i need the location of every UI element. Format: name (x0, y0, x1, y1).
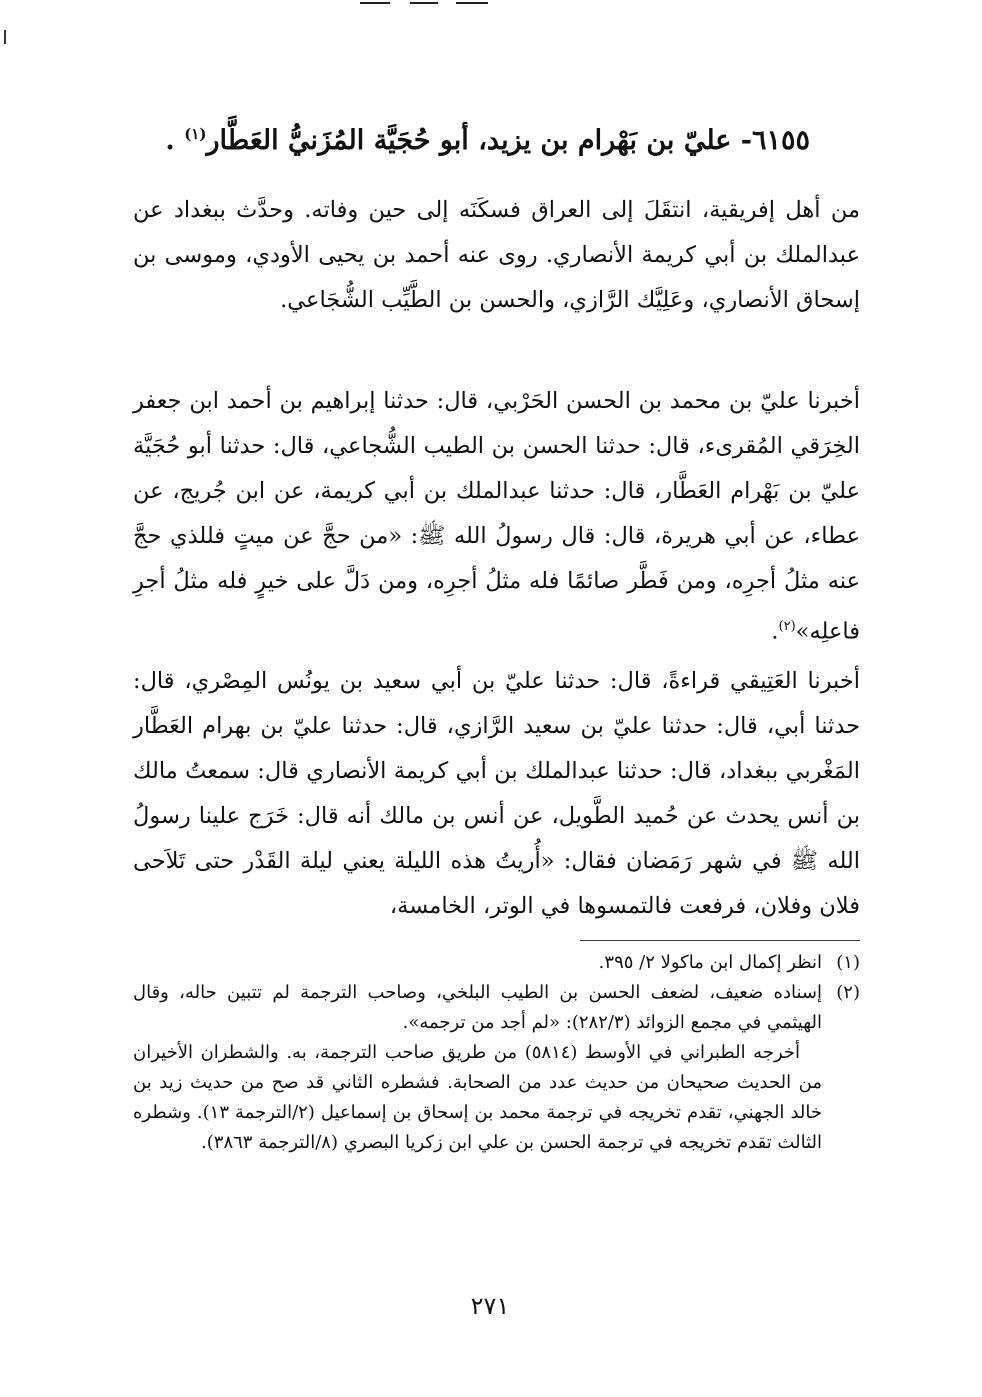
footnote-ref-1[interactable]: (١) (184, 125, 207, 143)
footnote-2-continuation: أخرجه الطبراني في الأوسط (٥٨١٤) من طريق صاحب الترجمة، به. والشطران الأخيران من الحديث صحيحان من حديث عدد من الصحابة. فشطره الثاني قد صح من حديث زيد بن خالد الجهني، تقدم تخريجه في ترجمة محمد بن إسحاق بن إسماعيل (٢/الترجمة ١٣). وشطره الثالث تقدم تخريجه في ترجمة الحسن بن علي ابن زكريا البصري (٨/الترجمة ٣٨٦٣). (133, 1042, 822, 1153)
hadith-paragraph-1: أخبرنا عليّ بن محمد بن الحسن الحَرْبي، قال: حدثنا إبراهيم بن أحمد ابن جعفر الخِرَقي المُقرىء، قال: حدثنا الحسن بن الطيب الشُّجاعي، قال: حدثنا أبو حُجَيَّة عليّ بن بَهْرام العَطَّار، قال: حدثنا عبدالملك بن أبي كريمة، عن ابن جُريج، عن عطاء، عن أبي هريرة، قال: قال رسولُ الله ﷺ: «من حجَّ عن ميتٍ فللذي حجَّ عنه مثلُ أجرِه، ومن فَطَّر صائمًا فله مثلُ أجرِه، ومن دَلَّ على خيرٍ فله مثلُ أجرِ فاعلِه»$^{(٢)}$. (133, 388, 860, 645)
footnote-1 (133, 948, 860, 978)
biography-paragraph (133, 188, 860, 323)
footnotes (133, 948, 860, 1158)
footnote-divider (580, 940, 860, 941)
scan-top-marks (360, 0, 500, 6)
entry-heading: ٦١٥٥- عليّ بن بَهْرام بن يزيد، أبو حُجَيَّة المُزَنيُّ العَطَّار$^{(١)}$ . (165, 125, 810, 156)
footnote-number: (٢) (836, 982, 860, 1003)
paragraph-text: أخبرنا عليّ بن محمد بن الحسن الحَرْبي، قال: حدثنا إبراهيم بن أحمد ابن جعفر الخِرَقي المُقرىء، قال: حدثنا الحسن بن الطيب الشُّجاعي، قال: حدثنا أبو حُجَيَّة عليّ بن بَهْرام العَطَّار، قال: حدثنا عبدالملك بن أبي كريمة، عن ابن جُريج، عن عطاء، عن أبي هريرة، قال: قال رسولُ الله ﷺ: «من حجَّ عن ميتٍ فللذي حجَّ عنه مثلُ أجرِه، ومن فَطَّر صائمًا فله مثلُ أجرِه، ومن دَلَّ على خيرٍ فله مثلُ أجرِ فاعلِه» (133, 388, 860, 645)
footnote-2 (133, 978, 860, 1038)
page-number: ٢٧١ (470, 1292, 510, 1320)
entry-number: ٦١٥٥ (751, 125, 810, 156)
hadith-paragraph-2 (133, 659, 860, 929)
footnote-text: إسناده ضعيف، لضعف الحسن بن الطيب البلخي، وصاحب الترجمة لم تتبين حاله، وقال الهيثمي في مجمع الزوائد (٢٨٢/٣): «لم أجد من ترجمه». (133, 982, 822, 1033)
footnote-ref-2[interactable]: (٢) (778, 619, 796, 634)
footnote-number: (١) (836, 952, 860, 973)
scan-edge-mark (4, 30, 6, 44)
entry-title: عليّ بن بَهْرام بن يزيد، أبو حُجَيَّة المُزَنيُّ العَطَّار (206, 125, 732, 156)
paragraph-text: أخبرنا العَتِيقي قراءةً، قال: حدثنا عليّ بن أبي سعيد بن يونُس المِصْري، قال: حدثنا أبي، قال: حدثنا عليّ بن سعيد الرَّازي، قال: حدثنا عليّ بن بهرام العَطَّار المَغْربي ببغداد، قال: حدثنا عبدالملك بن أبي كريمة الأنصاري قال: سمعتُ مالك بن أنس يحدث عن حُميد الطَّويل، عن أنس بن مالك أنه قال: خَرَج علينا رسولُ الله ﷺ في شهر رَمَضان فقال: «أُريتُ هذه الليلة يعني ليلة القَدْر حتى تَلاَحى فلان وفلان، فرفعت فالتمسوها في الوتر، الخامسة، (133, 668, 860, 919)
paragraph-text: من أهل إفريقية، انتقَلَ إلى العراق فسكَنَه إلى حين وفاته. وحدَّث ببغداد عن عبدالملك بن أبي كريمة الأنصاري. روى عنه أحمد بن يحيى الأودي، وموسى بن إسحاق الأنصاري، وعَلِيَّك الرَّازي، والحسن بن الطَّيِّب الشُّجَاعي. (133, 197, 860, 313)
footnote-text: انظر إكمال ابن ماكولا ٢/ ٣٩٥. (598, 952, 822, 973)
